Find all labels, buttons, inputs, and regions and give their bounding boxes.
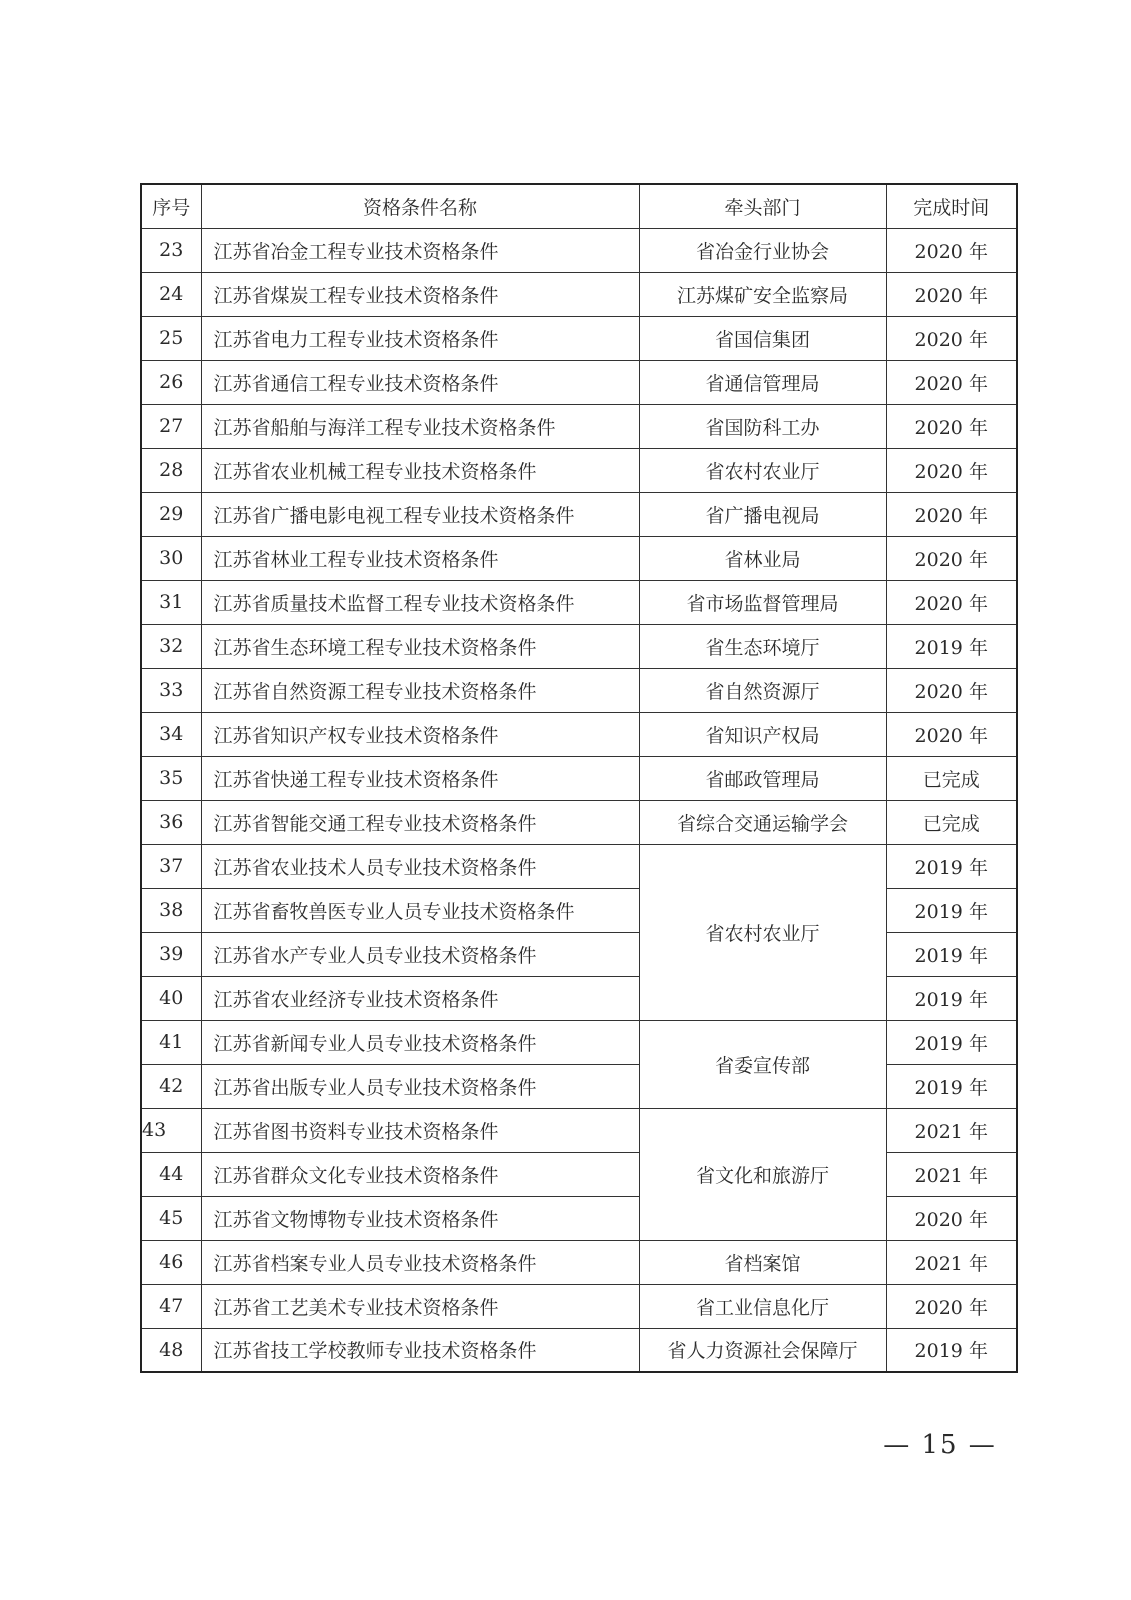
- table-row: [141, 1020, 1017, 1064]
- row-lead-department: 省冶金行业协会: [639, 228, 886, 272]
- row-lead-department: 省生态环境厅: [639, 624, 886, 668]
- row-completion-time: 2020 年: [886, 1284, 1017, 1328]
- row-qualification-name: 江苏省新闻专业人员专业技术资格条件: [201, 1020, 639, 1064]
- row-qualification-name: 江苏省档案专业人员专业技术资格条件: [201, 1240, 639, 1284]
- row-completion-time: 已完成: [886, 756, 1017, 800]
- row-serial: 26: [141, 360, 201, 404]
- row-qualification-name: 江苏省船舶与海洋工程专业技术资格条件: [201, 404, 639, 448]
- table-row: [141, 668, 1017, 712]
- row-completion-time: 2019 年: [886, 1020, 1017, 1064]
- row-qualification-name: 江苏省知识产权专业技术资格条件: [201, 712, 639, 756]
- row-lead-department: 省市场监督管理局: [639, 580, 886, 624]
- row-serial: 38: [141, 888, 201, 932]
- row-lead-department: 省档案馆: [639, 1240, 886, 1284]
- row-lead-department: 省国防科工办: [639, 404, 886, 448]
- row-lead-department: 江苏煤矿安全监察局: [639, 272, 886, 316]
- row-completion-time: 2020 年: [886, 316, 1017, 360]
- row-serial: 24: [141, 272, 201, 316]
- table-row: [141, 448, 1017, 492]
- row-serial: 23: [141, 228, 201, 272]
- table-row: [141, 888, 1017, 932]
- header-time: 完成时间: [886, 184, 1017, 228]
- row-lead-department: 省林业局: [639, 536, 886, 580]
- table-row: [141, 1284, 1017, 1328]
- row-lead-department: 省广播电视局: [639, 492, 886, 536]
- row-completion-time: 2020 年: [886, 536, 1017, 580]
- row-completion-time: 2020 年: [886, 492, 1017, 536]
- row-qualification-name: 江苏省电力工程专业技术资格条件: [201, 316, 639, 360]
- row-completion-time: 2019 年: [886, 624, 1017, 668]
- row-serial: 33: [141, 668, 201, 712]
- table-row: [141, 624, 1017, 668]
- row-qualification-name: 江苏省文物博物专业技术资格条件: [201, 1196, 639, 1240]
- row-serial: 39: [141, 932, 201, 976]
- row-qualification-name: 江苏省图书资料专业技术资格条件: [201, 1108, 639, 1152]
- row-completion-time: 2019 年: [886, 932, 1017, 976]
- row-completion-time: 2020 年: [886, 448, 1017, 492]
- table-row: [141, 712, 1017, 756]
- row-qualification-name: 江苏省工艺美术专业技术资格条件: [201, 1284, 639, 1328]
- row-qualification-name: 江苏省农业机械工程专业技术资格条件: [201, 448, 639, 492]
- row-serial: 37: [141, 844, 201, 888]
- row-qualification-name: 江苏省冶金工程专业技术资格条件: [201, 228, 639, 272]
- row-lead-department: 省综合交通运输学会: [639, 800, 886, 844]
- table-row: [141, 1196, 1017, 1240]
- row-lead-department: 省通信管理局: [639, 360, 886, 404]
- row-serial: 29: [141, 492, 201, 536]
- row-completion-time: 2019 年: [886, 844, 1017, 888]
- row-completion-time: 2020 年: [886, 1196, 1017, 1240]
- row-completion-time: 2020 年: [886, 668, 1017, 712]
- row-serial: 41: [141, 1020, 201, 1064]
- row-qualification-name: 江苏省畜牧兽医专业人员专业技术资格条件: [201, 888, 639, 932]
- table-row: [141, 228, 1017, 272]
- table-body: [141, 228, 1017, 1372]
- row-serial: 27: [141, 404, 201, 448]
- row-completion-time: 2019 年: [886, 1064, 1017, 1108]
- table-row: [141, 1328, 1017, 1372]
- row-serial: 36: [141, 800, 201, 844]
- row-lead-department: 省知识产权局: [639, 712, 886, 756]
- row-lead-department: 省自然资源厅: [639, 668, 886, 712]
- row-lead-department: 省委宣传部: [639, 1020, 886, 1108]
- row-serial: 46: [141, 1240, 201, 1284]
- row-qualification-name: 江苏省群众文化专业技术资格条件: [201, 1152, 639, 1196]
- row-lead-department: 省国信集团: [639, 316, 886, 360]
- row-lead-department: 省工业信息化厅: [639, 1284, 886, 1328]
- row-serial: 43: [141, 1108, 201, 1152]
- row-qualification-name: 江苏省自然资源工程专业技术资格条件: [201, 668, 639, 712]
- row-completion-time: 2020 年: [886, 272, 1017, 316]
- row-serial: 35: [141, 756, 201, 800]
- table-row: [141, 272, 1017, 316]
- row-qualification-name: 江苏省生态环境工程专业技术资格条件: [201, 624, 639, 668]
- row-qualification-name: 江苏省煤炭工程专业技术资格条件: [201, 272, 639, 316]
- header-serial: 序号: [141, 184, 201, 228]
- table-row: [141, 844, 1017, 888]
- row-qualification-name: 江苏省质量技术监督工程专业技术资格条件: [201, 580, 639, 624]
- row-serial: 45: [141, 1196, 201, 1240]
- row-serial: 34: [141, 712, 201, 756]
- table-row: [141, 316, 1017, 360]
- table-row: [141, 1064, 1017, 1108]
- qualification-table: [140, 183, 1018, 1373]
- row-lead-department: 省农村农业厅: [639, 448, 886, 492]
- row-serial: 30: [141, 536, 201, 580]
- row-qualification-name: 江苏省水产专业人员专业技术资格条件: [201, 932, 639, 976]
- table-row: [141, 1108, 1017, 1152]
- row-qualification-name: 江苏省快递工程专业技术资格条件: [201, 756, 639, 800]
- row-completion-time: 2021 年: [886, 1152, 1017, 1196]
- table-row: [141, 360, 1017, 404]
- table-row: [141, 1240, 1017, 1284]
- row-qualification-name: 江苏省农业经济专业技术资格条件: [201, 976, 639, 1020]
- row-serial: 42: [141, 1064, 201, 1108]
- row-qualification-name: 江苏省技工学校教师专业技术资格条件: [201, 1328, 639, 1372]
- row-completion-time: 2019 年: [886, 1328, 1017, 1372]
- row-qualification-name: 江苏省通信工程专业技术资格条件: [201, 360, 639, 404]
- row-serial: 32: [141, 624, 201, 668]
- table-row: [141, 580, 1017, 624]
- table-row: [141, 976, 1017, 1020]
- row-qualification-name: 江苏省广播电影电视工程专业技术资格条件: [201, 492, 639, 536]
- row-qualification-name: 江苏省农业技术人员专业技术资格条件: [201, 844, 639, 888]
- row-lead-department: 省人力资源社会保障厅: [639, 1328, 886, 1372]
- row-completion-time: 2021 年: [886, 1240, 1017, 1284]
- row-serial: 31: [141, 580, 201, 624]
- row-qualification-name: 江苏省林业工程专业技术资格条件: [201, 536, 639, 580]
- row-lead-department: 省农村农业厅: [639, 844, 886, 1020]
- header-name: 资格条件名称: [201, 184, 639, 228]
- row-serial: 25: [141, 316, 201, 360]
- header-dept: 牵头部门: [639, 184, 886, 228]
- page-number: — 15 —: [883, 1430, 997, 1460]
- row-serial: 48: [141, 1328, 201, 1372]
- row-completion-time: 2020 年: [886, 404, 1017, 448]
- row-completion-time: 2019 年: [886, 888, 1017, 932]
- table-row: [141, 404, 1017, 448]
- row-completion-time: 2020 年: [886, 360, 1017, 404]
- row-serial: 40: [141, 976, 201, 1020]
- table-row: [141, 536, 1017, 580]
- table-header-row: [141, 184, 1017, 228]
- table-row: [141, 756, 1017, 800]
- row-lead-department: 省文化和旅游厅: [639, 1108, 886, 1240]
- row-serial: 28: [141, 448, 201, 492]
- row-completion-time: 已完成: [886, 800, 1017, 844]
- row-completion-time: 2020 年: [886, 228, 1017, 272]
- row-completion-time: 2019 年: [886, 976, 1017, 1020]
- table-row: [141, 932, 1017, 976]
- row-serial: 47: [141, 1284, 201, 1328]
- row-qualification-name: 江苏省智能交通工程专业技术资格条件: [201, 800, 639, 844]
- table-row: [141, 800, 1017, 844]
- table-row: [141, 1152, 1017, 1196]
- row-completion-time: 2020 年: [886, 580, 1017, 624]
- row-completion-time: 2021 年: [886, 1108, 1017, 1152]
- row-lead-department: 省邮政管理局: [639, 756, 886, 800]
- row-serial: 44: [141, 1152, 201, 1196]
- table-row: [141, 492, 1017, 536]
- row-qualification-name: 江苏省出版专业人员专业技术资格条件: [201, 1064, 639, 1108]
- row-completion-time: 2020 年: [886, 712, 1017, 756]
